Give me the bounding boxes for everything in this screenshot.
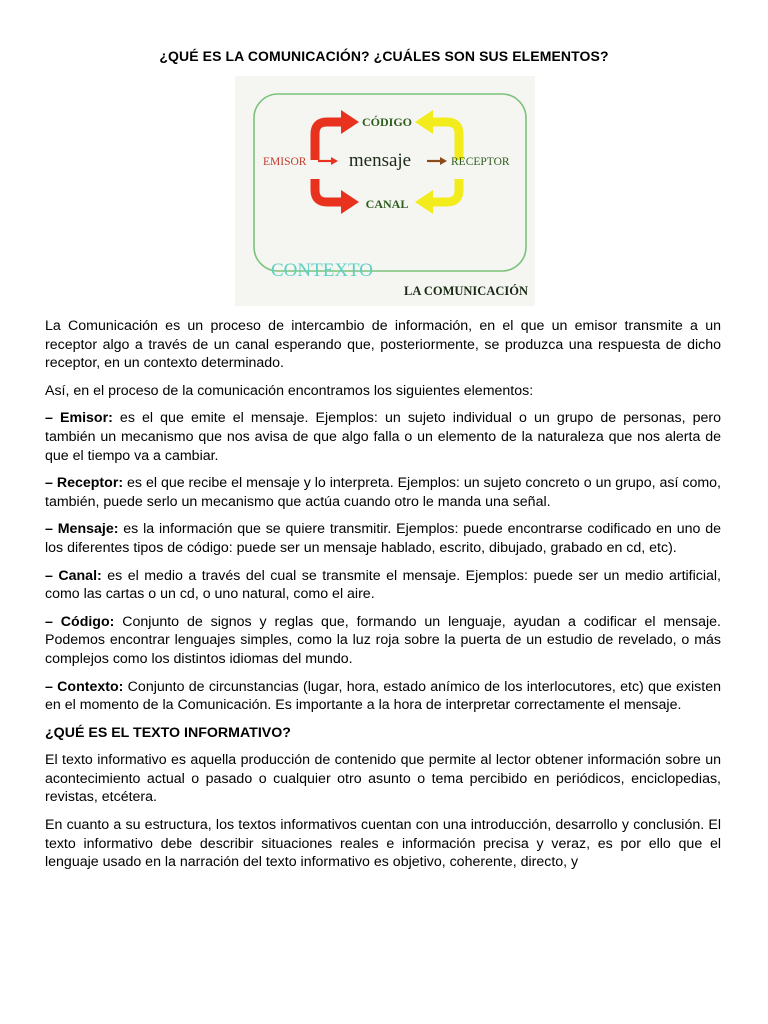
definition-emisor: es el que emite el mensaje. Ejemplos: un sujeto individual o un grupo de personas, pero también un mecanismo que nos avisa de que algo falla o un elemento de la naturaleza que nos alerta de que el tiempo va a cambiar. xyxy=(45,410,722,464)
yellow-arrow-top-icon xyxy=(415,110,459,160)
definition-codigo: Conjunto de signos y reglas que, formando un lenguaje, ayudan a codificar el mensaje. Podemos encontrar lenguajes simples, como la luz roja sobre la puerta de un estudio de revelado, o más complejos como los distintos idiomas del mundo. xyxy=(45,613,722,667)
diagram-label-codigo: CÓDIGO xyxy=(361,115,413,129)
document-title: ¿QUÉ ES LA COMUNICACIÓN? ¿CUÁLES SON SUS ELEMENTOS? xyxy=(159,48,609,64)
document-body xyxy=(45,317,721,881)
section-heading-texto-informativo: ¿QUÉ ES EL TEXTO INFORMATIVO? xyxy=(45,724,291,741)
paragraph-codigo xyxy=(45,613,721,669)
paragraph-informativo-2: En cuanto a su estructura, los textos informativos cuentan con una introducción, desarrollo y conclusión. El texto informativo debe describir situaciones reales e información precisa y veraz, es por ello que el lenguaje usado en la narración del texto informativo es objetivo, coherente, directo, y xyxy=(45,817,721,871)
paragraph-receptor xyxy=(45,474,721,511)
yellow-arrow-bottom-icon xyxy=(415,179,459,214)
definition-contexto: Conjunto de circunstancias (lugar, hora, estado anímico de los interlocutores, etc) que existen en el momento de la Comunicación. Es importante a la hora de interpretar correctamente el mensaje. xyxy=(45,678,721,714)
diagram-label-contexto: CONTEXTO xyxy=(271,260,374,281)
small-arrow-left-icon xyxy=(318,157,338,165)
paragraph-canal xyxy=(45,567,721,604)
diagram-label-canal: CANAL xyxy=(365,197,409,211)
paragraph-mensaje xyxy=(45,520,721,557)
term-codigo: – Código: xyxy=(45,613,115,630)
term-emisor: – Emisor: xyxy=(45,410,113,427)
diagram-label-mensaje: mensaje xyxy=(348,150,412,171)
diagram-label-emisor: EMISOR xyxy=(263,156,307,168)
term-mensaje: – Mensaje: xyxy=(45,521,119,538)
definition-canal: es el medio a través del cual se transmite el mensaje. Ejemplos: puede ser un medio artificial, como las cartas o un cd, o uno natural, como el aire. xyxy=(45,567,721,603)
definition-mensaje: es la información que se quiere transmitir. Ejemplos: puede encontrarse codificado en uno de los diferentes tipos de código: puede ser un mensaje hablado, escrito, dibujado, grabado en cd, etc). xyxy=(45,521,721,556)
term-canal: – Canal: xyxy=(45,567,102,584)
communication-diagram xyxy=(235,76,535,306)
red-arrow-bottom-icon xyxy=(315,179,359,214)
diagram-label-receptor: RECEPTOR xyxy=(451,156,510,168)
definition-receptor: es el que recibe el mensaje y lo interpreta. Ejemplos: un sujeto concreto o un grupo, así como, también, puede serlo un mecanismo que actúa cuando otro le manda una señal. xyxy=(45,475,721,510)
small-arrow-right-icon xyxy=(427,157,447,165)
paragraph-emisor xyxy=(45,409,721,465)
diagram-caption: LA COMUNICACIÓN xyxy=(404,284,528,298)
paragraph-informativo-1: El texto informativo es aquella producción de contenido que permite al lector obtener información sobre un acontecimiento actual o pasado o cualquier otro asunto o tema percibido en periódicos, enciclopedias, revistas, etcétera. xyxy=(45,752,721,806)
paragraph-contexto xyxy=(45,678,721,715)
term-contexto: – Contexto: xyxy=(45,678,124,695)
diagram-svg xyxy=(235,76,535,306)
paragraph-elements-intro: Así, en el proceso de la comunicación encontramos los siguientes elementos: xyxy=(45,382,534,399)
paragraph-intro: La Comunicación es un proceso de intercambio de información, en el que un emisor transmite a un receptor algo a través de un canal esperando que, posteriormente, se produzca una respuesta de dicho receptor, en un contexto determinado. xyxy=(45,318,721,372)
term-receptor: – Receptor: xyxy=(45,475,124,492)
